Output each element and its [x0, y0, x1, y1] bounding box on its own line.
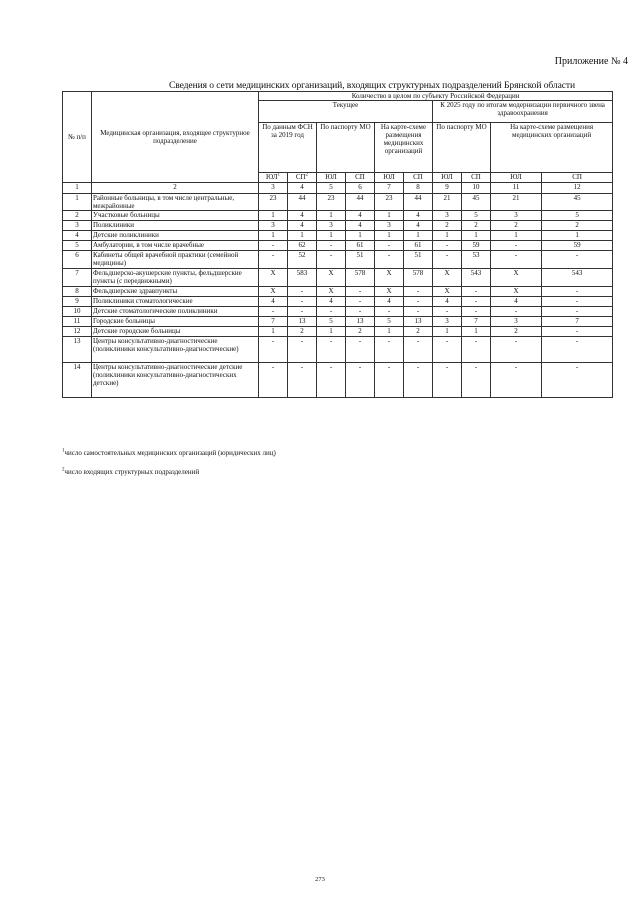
value-cell: X [433, 287, 462, 297]
value-cell: - [433, 337, 462, 363]
footnote-1 [62, 449, 282, 457]
value-cell: 59 [462, 241, 491, 251]
value-cell: 61 [404, 241, 433, 251]
table-row [63, 251, 613, 269]
value-cell: - [433, 363, 462, 398]
value-cell: 543 [462, 269, 491, 287]
table-body [63, 194, 613, 398]
value-cell: - [375, 363, 404, 398]
organization-name: Кабинеты общей врачебной практики (семейной медицины) [92, 251, 259, 269]
header-sp: СП [346, 173, 375, 183]
value-cell: X [375, 287, 404, 297]
value-cell: 23 [259, 194, 288, 211]
organization-name: Детские городские больницы [92, 327, 259, 337]
column-number-cell: 2 [92, 183, 259, 194]
value-cell: - [259, 251, 288, 269]
value-cell: X [375, 269, 404, 287]
value-cell: 4 [491, 297, 542, 307]
header-organization: Медицинская организация, входящее структурное подразделение [92, 92, 259, 183]
value-cell: 1 [542, 231, 613, 241]
header-num: № п/п [63, 92, 92, 183]
value-cell: 21 [433, 194, 462, 211]
value-cell: 4 [404, 211, 433, 221]
row-number: 2 [63, 211, 92, 221]
value-cell: 5 [375, 317, 404, 327]
value-cell: X [259, 269, 288, 287]
header-ul: ЮЛ [375, 173, 404, 183]
value-cell: - [433, 307, 462, 317]
value-cell: - [491, 307, 542, 317]
column-number-cell: 7 [375, 183, 404, 194]
value-cell: 578 [404, 269, 433, 287]
value-cell: - [542, 363, 613, 398]
header-ul: ЮЛ [317, 173, 346, 183]
column-number-cell: 1 [63, 183, 92, 194]
value-cell: 51 [404, 251, 433, 269]
value-cell: 2 [346, 327, 375, 337]
header-passport: По паспорту МО [317, 123, 375, 173]
column-number-cell: 5 [317, 183, 346, 194]
value-cell: 4 [288, 221, 317, 231]
value-cell: 2 [542, 221, 613, 231]
value-cell: X [491, 287, 542, 297]
value-cell: 5 [462, 211, 491, 221]
value-cell: - [288, 297, 317, 307]
footnote-2-marker: 2 [62, 467, 65, 473]
value-cell: 5 [317, 317, 346, 327]
table-row [63, 231, 613, 241]
value-cell: 583 [288, 269, 317, 287]
organization-name: Фельдшерско-акушерские пункты, фельдшерские пункты (с передвижными) [92, 269, 259, 287]
footnote-2 [62, 468, 322, 476]
column-number-cell: 9 [433, 183, 462, 194]
column-number-row [63, 183, 613, 194]
value-cell: - [491, 251, 542, 269]
value-cell: 3 [491, 317, 542, 327]
value-cell: 4 [288, 211, 317, 221]
value-cell: 1 [259, 327, 288, 337]
value-cell: 2 [491, 221, 542, 231]
organization-name: Городские больницы [92, 317, 259, 327]
value-cell: - [346, 287, 375, 297]
column-number-cell: 10 [462, 183, 491, 194]
value-cell: 1 [375, 231, 404, 241]
value-cell: - [542, 337, 613, 363]
value-cell: 1 [375, 211, 404, 221]
medical-organizations-table [62, 91, 613, 398]
value-cell: 4 [346, 221, 375, 231]
value-cell: 7 [462, 317, 491, 327]
header-map: На карте-схеме размещения медицинских организаций [375, 123, 433, 173]
row-number: 12 [63, 327, 92, 337]
header-map-future: На карте-схеме размещения медицинских организаций [491, 123, 613, 173]
value-cell: 3 [317, 221, 346, 231]
value-cell: - [404, 307, 433, 317]
column-number-cell: 8 [404, 183, 433, 194]
header-ul-with-note [259, 173, 288, 183]
column-number-cell: 4 [288, 183, 317, 194]
value-cell: - [542, 287, 613, 297]
organization-name: Детские стоматологические поликлиники [92, 307, 259, 317]
value-cell: 1 [404, 231, 433, 241]
value-cell: 2 [433, 221, 462, 231]
value-cell: - [491, 337, 542, 363]
value-cell: - [462, 363, 491, 398]
value-cell: - [404, 297, 433, 307]
value-cell: - [317, 307, 346, 317]
value-cell: 4 [433, 297, 462, 307]
organization-name: Центры консультативно-диагностические (поликлиники консультативно-диагностические) [92, 337, 259, 363]
header-ul-text: ЮЛ [265, 173, 278, 181]
value-cell: 61 [346, 241, 375, 251]
value-cell: X [317, 269, 346, 287]
row-number: 9 [63, 297, 92, 307]
value-cell: 21 [491, 194, 542, 211]
organization-name: Детские поликлиники [92, 231, 259, 241]
value-cell: 13 [404, 317, 433, 327]
organization-name: Поликлиники стоматологические [92, 297, 259, 307]
page-number: 273 [315, 876, 325, 883]
value-cell: - [491, 363, 542, 398]
header-sp-note: 2 [305, 172, 309, 178]
value-cell: 3 [259, 221, 288, 231]
value-cell: 3 [491, 211, 542, 221]
value-cell: - [288, 337, 317, 363]
value-cell: - [288, 363, 317, 398]
value-cell: 2 [404, 327, 433, 337]
value-cell: - [542, 297, 613, 307]
value-cell: - [259, 307, 288, 317]
table-row [63, 327, 613, 337]
value-cell: - [462, 337, 491, 363]
value-cell: 1 [259, 211, 288, 221]
value-cell: 1 [491, 231, 542, 241]
value-cell: - [404, 287, 433, 297]
table-row [63, 211, 613, 221]
table-row [63, 241, 613, 251]
table-row [63, 307, 613, 317]
organization-name: Поликлиники [92, 221, 259, 231]
value-cell: 23 [317, 194, 346, 211]
value-cell: - [259, 241, 288, 251]
value-cell: 51 [346, 251, 375, 269]
value-cell: 1 [462, 231, 491, 241]
value-cell: 1 [462, 327, 491, 337]
table-row [63, 297, 613, 307]
header-future: К 2025 году по итогам модернизации первичного звена здравоохранения [433, 101, 613, 123]
value-cell: 1 [433, 231, 462, 241]
organization-name: Центры консультативно-диагностические детские (поликлиники консультативно-диагностических детские) [92, 363, 259, 398]
value-cell: - [462, 287, 491, 297]
value-cell: 7 [259, 317, 288, 327]
row-number: 11 [63, 317, 92, 327]
row-number: 7 [63, 269, 92, 287]
column-number-cell: 3 [259, 183, 288, 194]
header-sp-text: СП [295, 173, 306, 181]
value-cell: 3 [433, 211, 462, 221]
value-cell: 1 [317, 231, 346, 241]
value-cell: 1 [433, 327, 462, 337]
table-row [63, 363, 613, 398]
value-cell: 45 [462, 194, 491, 211]
value-cell: 1 [317, 211, 346, 221]
value-cell: 4 [404, 221, 433, 231]
value-cell: - [288, 307, 317, 317]
document-title: Сведения о сети медицинских организаций, входящих структурных подразделений Брянской области [168, 80, 576, 91]
value-cell: - [346, 337, 375, 363]
value-cell: - [404, 363, 433, 398]
value-cell: 13 [288, 317, 317, 327]
value-cell: 4 [346, 211, 375, 221]
value-cell: 1 [317, 327, 346, 337]
value-cell: 578 [346, 269, 375, 287]
value-cell: 44 [404, 194, 433, 211]
value-cell: - [375, 337, 404, 363]
value-cell: X [259, 287, 288, 297]
value-cell: - [542, 251, 613, 269]
value-cell: 23 [375, 194, 404, 211]
value-cell: 62 [288, 241, 317, 251]
value-cell: - [346, 297, 375, 307]
value-cell: 2 [462, 221, 491, 231]
value-cell: - [346, 363, 375, 398]
header-fsn: По данным ФСН за 2019 год [259, 123, 317, 173]
value-cell: 44 [288, 194, 317, 211]
organization-name: Районные больницы, в том числе центральные, межрайонные [92, 194, 259, 211]
row-number: 6 [63, 251, 92, 269]
value-cell: - [259, 363, 288, 398]
value-cell: - [375, 307, 404, 317]
header-sp: СП [542, 173, 613, 183]
table-row [63, 317, 613, 327]
value-cell: 4 [375, 297, 404, 307]
value-cell: 1 [346, 231, 375, 241]
value-cell: 4 [317, 297, 346, 307]
value-cell: 53 [462, 251, 491, 269]
value-cell: 1 [259, 231, 288, 241]
organization-name: Участковые больницы [92, 211, 259, 221]
row-number: 8 [63, 287, 92, 297]
value-cell: 44 [346, 194, 375, 211]
value-cell: 1 [375, 327, 404, 337]
value-cell: - [259, 337, 288, 363]
column-number-cell: 11 [491, 183, 542, 194]
organization-name: Амбулатории, в том числе врачебные [92, 241, 259, 251]
row-number: 14 [63, 363, 92, 398]
value-cell: - [317, 363, 346, 398]
header-ul-note: 1 [277, 172, 281, 178]
header-passport-future: По паспорту МО [433, 123, 491, 173]
column-number-cell: 12 [542, 183, 613, 194]
table-row [63, 194, 613, 211]
value-cell: - [433, 241, 462, 251]
value-cell: - [317, 337, 346, 363]
value-cell: - [317, 251, 346, 269]
header-current: Текущее [259, 101, 433, 123]
value-cell: - [346, 307, 375, 317]
value-cell: - [375, 251, 404, 269]
value-cell: - [433, 251, 462, 269]
value-cell: 45 [542, 194, 613, 211]
value-cell: 7 [542, 317, 613, 327]
organization-name: Фельдшерские здравпункты [92, 287, 259, 297]
header-total: Количество в целом по субъекту Российской Федерации [259, 92, 613, 101]
row-number: 10 [63, 307, 92, 317]
value-cell: 13 [346, 317, 375, 327]
table-row [63, 287, 613, 297]
row-number: 5 [63, 241, 92, 251]
table-row [63, 221, 613, 231]
value-cell: - [542, 327, 613, 337]
value-cell: X [317, 287, 346, 297]
row-number: 4 [63, 231, 92, 241]
value-cell: 1 [288, 231, 317, 241]
appendix-label: Приложение № 4 [554, 56, 628, 67]
row-number: 1 [63, 194, 92, 211]
table-row [63, 269, 613, 287]
value-cell: 59 [542, 241, 613, 251]
value-cell: - [491, 241, 542, 251]
value-cell: - [462, 307, 491, 317]
value-cell: 543 [542, 269, 613, 287]
footnote-2-text: число входящих структурных подразделений [64, 468, 200, 476]
value-cell: - [542, 307, 613, 317]
value-cell: 3 [433, 317, 462, 327]
header-ul: ЮЛ [433, 173, 462, 183]
header-sp-with-note [288, 173, 317, 183]
column-number-cell: 6 [346, 183, 375, 194]
header-sp: СП [404, 173, 433, 183]
value-cell: - [375, 241, 404, 251]
footnote-1-text: число самостоятельных медицинских организаций (юридических лиц) [64, 449, 276, 457]
value-cell: - [288, 287, 317, 297]
value-cell: 3 [375, 221, 404, 231]
table-row [63, 337, 613, 363]
value-cell: X [433, 269, 462, 287]
value-cell: - [404, 337, 433, 363]
value-cell: 52 [288, 251, 317, 269]
value-cell: 2 [491, 327, 542, 337]
value-cell: 4 [259, 297, 288, 307]
header-sp: СП [462, 173, 491, 183]
value-cell: 2 [288, 327, 317, 337]
value-cell: - [462, 297, 491, 307]
value-cell: - [317, 241, 346, 251]
row-number: 13 [63, 337, 92, 363]
row-number: 3 [63, 221, 92, 231]
value-cell: 5 [542, 211, 613, 221]
value-cell: X [491, 269, 542, 287]
footnote-1-marker: 1 [62, 448, 65, 454]
header-ul: ЮЛ [491, 173, 542, 183]
